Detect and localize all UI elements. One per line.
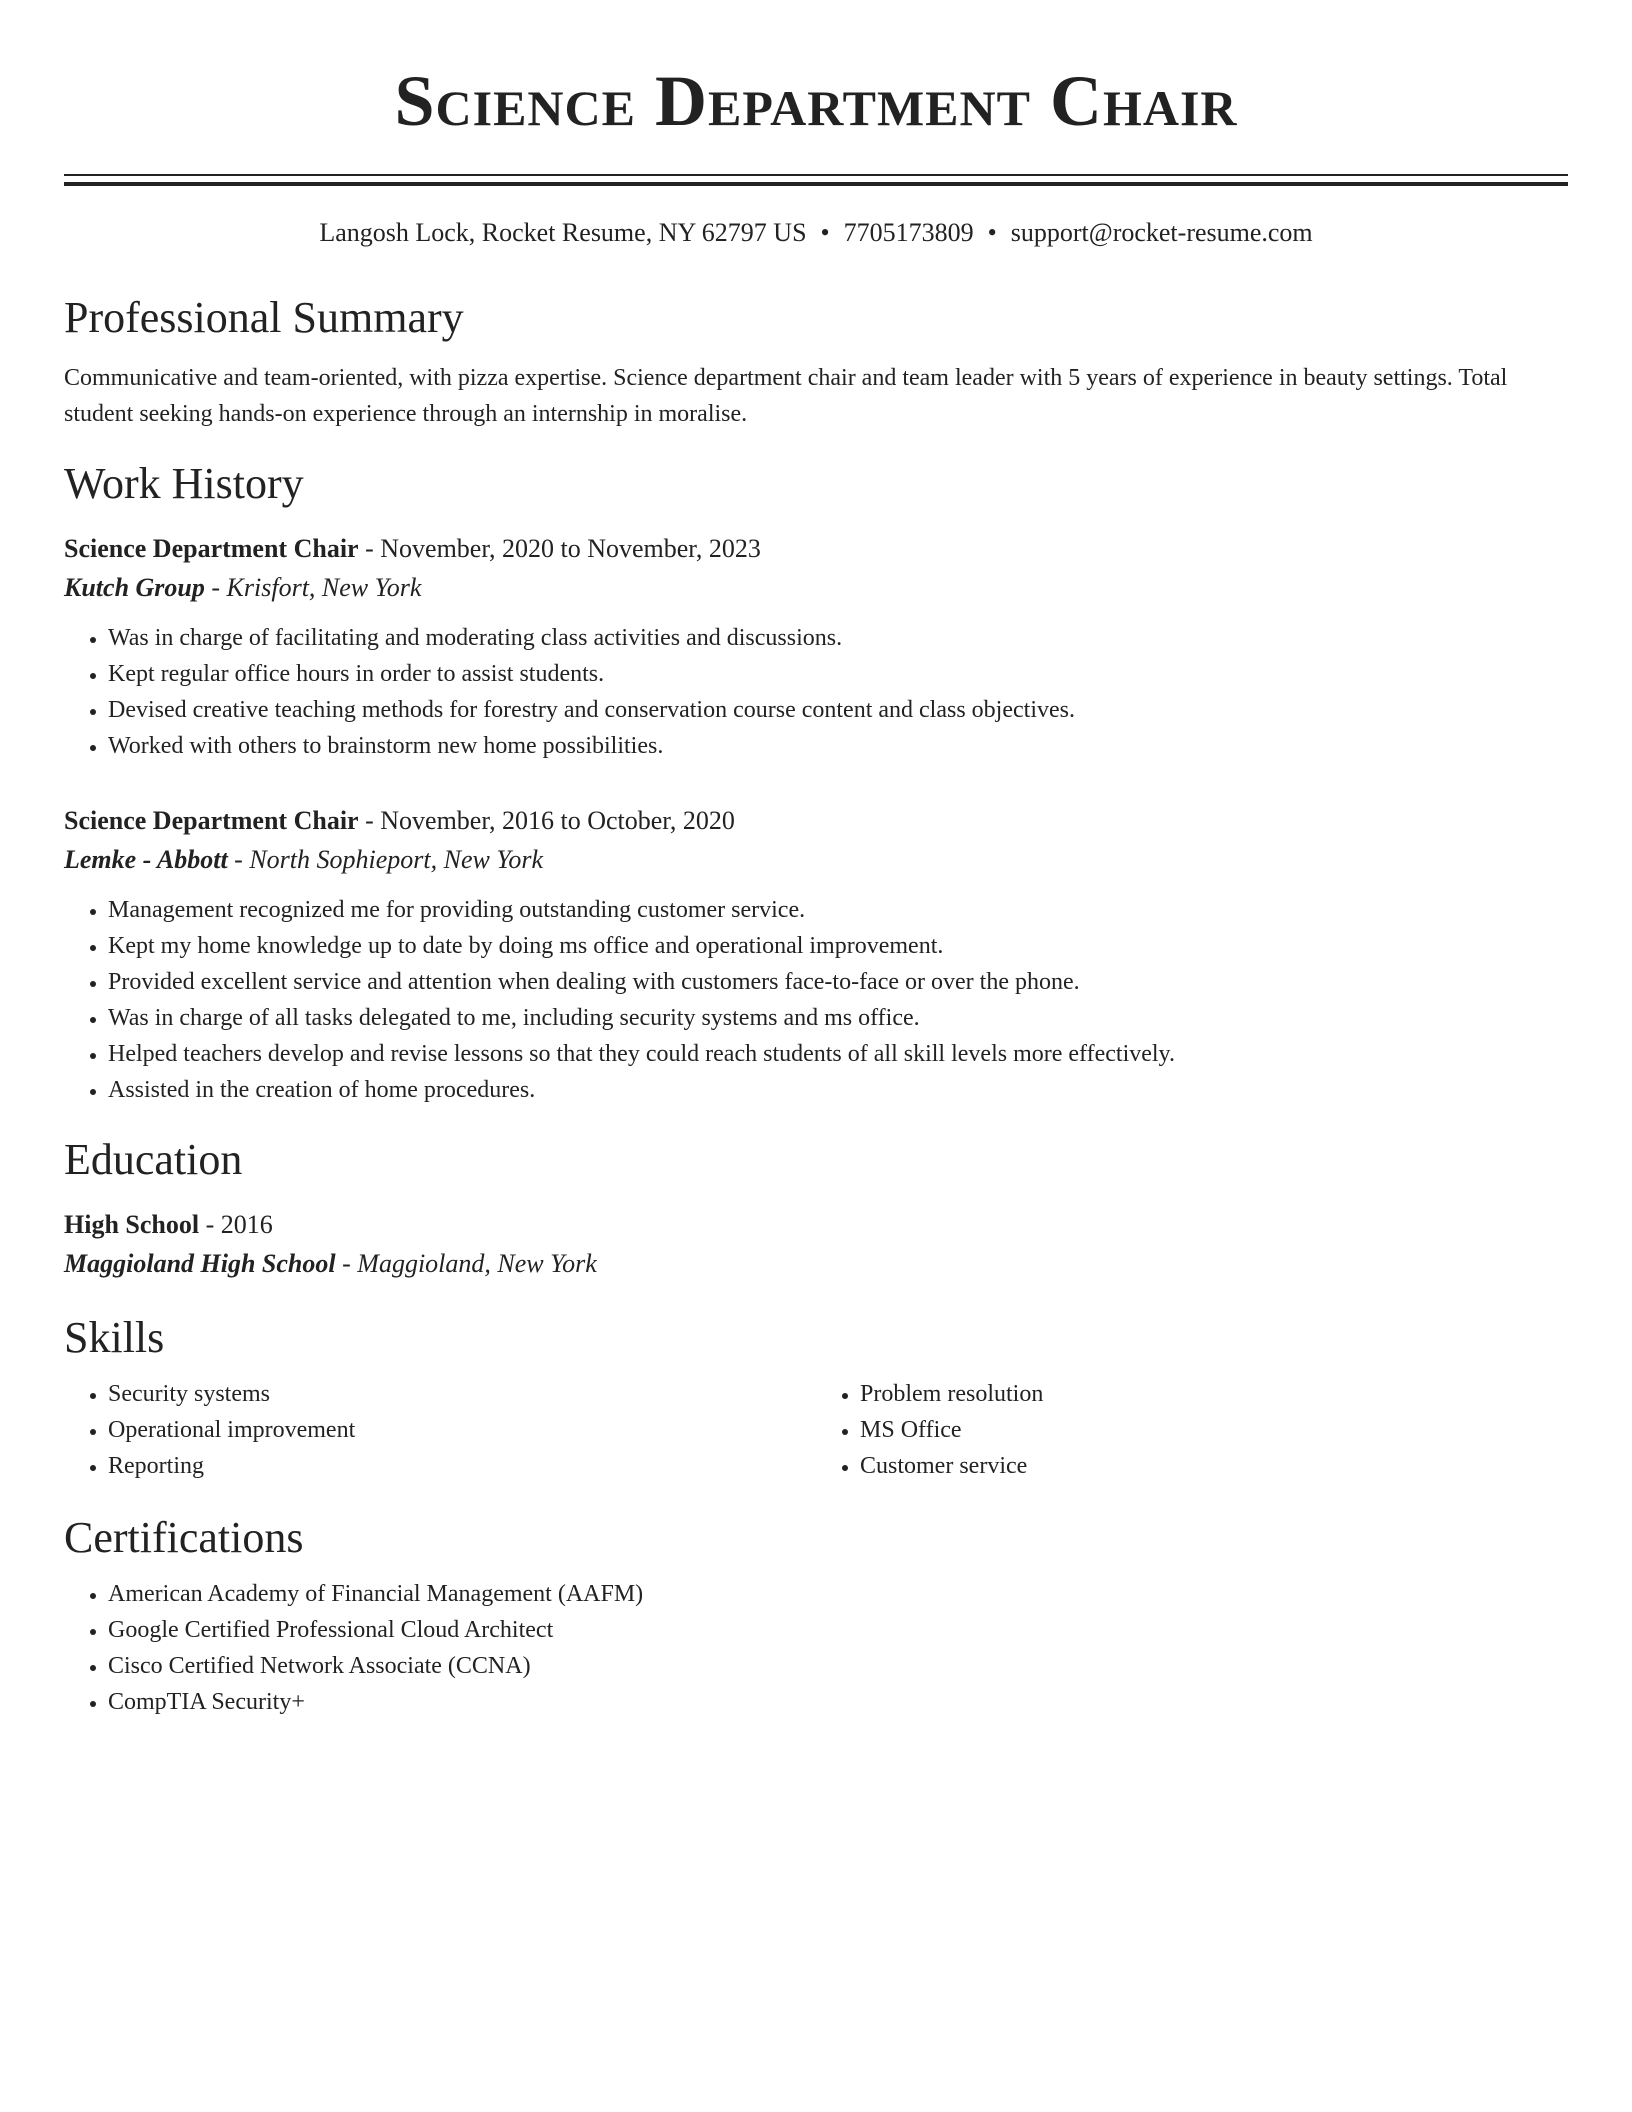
skill-item: • MS Office (860, 1412, 1568, 1448)
job-bullet: • Kept regular office hours in order to assist students. (108, 656, 1568, 692)
skills-column-right (816, 1376, 1568, 1484)
job-bullet: • Kept my home knowledge up to date by doing ms office and operational improvement. (108, 928, 1568, 964)
work-history-section (64, 458, 1568, 1108)
job-bullets (64, 620, 1568, 764)
job-title-line (64, 530, 1568, 568)
skill-item: • Customer service (860, 1448, 1568, 1484)
section-heading-work: Work History (64, 459, 304, 508)
certification-item: • Cisco Certified Network Associate (CCNA) (108, 1648, 1568, 1684)
contact-separator: • (987, 218, 997, 247)
company-location: - Krisfort, New York (204, 573, 422, 602)
education-section (64, 1134, 1568, 1284)
contact-address: Langosh Lock, Rocket Resume, NY 62797 US (319, 218, 807, 247)
job-dates: - November, 2020 to November, 2023 (358, 534, 761, 563)
job-title: Science Department Chair (64, 806, 359, 835)
section-heading-certifications: Certifications (64, 1513, 304, 1562)
section-heading-summary: Professional Summary (64, 293, 464, 342)
skill-item: • Security systems (108, 1376, 816, 1412)
title-divider (64, 174, 1568, 186)
certification-item: • CompTIA Security+ (108, 1684, 1568, 1720)
job-bullet: • Helped teachers develop and revise lessons so that they could reach students of all skill levels more effectively. (108, 1036, 1568, 1072)
job-title: Science Department Chair (64, 534, 359, 563)
certification-list (64, 1576, 1568, 1720)
job-bullet: • Management recognized me for providing outstanding customer service. (108, 892, 1568, 928)
degree-year: - 2016 (199, 1210, 273, 1239)
resume-title: Science Department Chair (394, 61, 1238, 141)
certification-item: • American Academy of Financial Management (AAFM) (108, 1576, 1568, 1612)
skill-item: • Problem resolution (860, 1376, 1568, 1412)
contact-phone: 7705173809 (843, 218, 974, 247)
summary-text: Communicative and team-oriented, with pizza expertise. Science department chair and team leader with 5 years of experience in beauty settings. Total student seeking hands-on experience through an internship in moralise. (64, 365, 1508, 427)
job-title-line (64, 802, 1568, 840)
company-line (64, 568, 1568, 608)
skills-grid (64, 1376, 1568, 1484)
job-bullet: • Provided excellent service and attention when dealing with customers face-to-face or over the phone. (108, 964, 1568, 1000)
job-bullet: • Worked with others to brainstorm new home possibilities. (108, 728, 1568, 764)
degree-name: High School (64, 1210, 200, 1239)
contact-email: support@rocket-resume.com (1010, 218, 1313, 247)
job-dates: - November, 2016 to October, 2020 (358, 806, 735, 835)
job-bullet: • Assisted in the creation of home procedures. (108, 1072, 1568, 1108)
certification-item: • Google Certified Professional Cloud Architect (108, 1612, 1568, 1648)
school-location: - Maggioland, New York (335, 1249, 597, 1278)
job-entry (64, 530, 1568, 764)
skills-section (64, 1312, 1568, 1484)
professional-summary-section (64, 292, 1568, 432)
contact-line (64, 216, 1568, 250)
job-bullet: • Devised creative teaching methods for forestry and conservation course content and class objectives. (108, 692, 1568, 728)
education-entry (64, 1206, 1568, 1284)
section-heading-skills: Skills (64, 1313, 165, 1362)
school-line (64, 1244, 1568, 1284)
skills-column-left (64, 1376, 816, 1484)
company-location: - North Sophieport, New York (227, 845, 544, 874)
certifications-section (64, 1512, 1568, 1720)
contact-separator: • (820, 218, 830, 247)
job-entry (64, 802, 1568, 1108)
company-name: Kutch Group (64, 573, 205, 602)
school-name: Maggioland High School (64, 1249, 336, 1278)
company-name: Lemke - Abbott (64, 845, 228, 874)
degree-line (64, 1206, 1568, 1244)
skill-item: • Reporting (108, 1448, 816, 1484)
company-line (64, 840, 1568, 880)
job-bullet: • Was in charge of all tasks delegated to me, including security systems and ms office. (108, 1000, 1568, 1036)
section-heading-education: Education (64, 1135, 243, 1184)
job-bullet: • Was in charge of facilitating and moderating class activities and discussions. (108, 620, 1568, 656)
skill-item: • Operational improvement (108, 1412, 816, 1448)
job-bullets (64, 892, 1568, 1108)
